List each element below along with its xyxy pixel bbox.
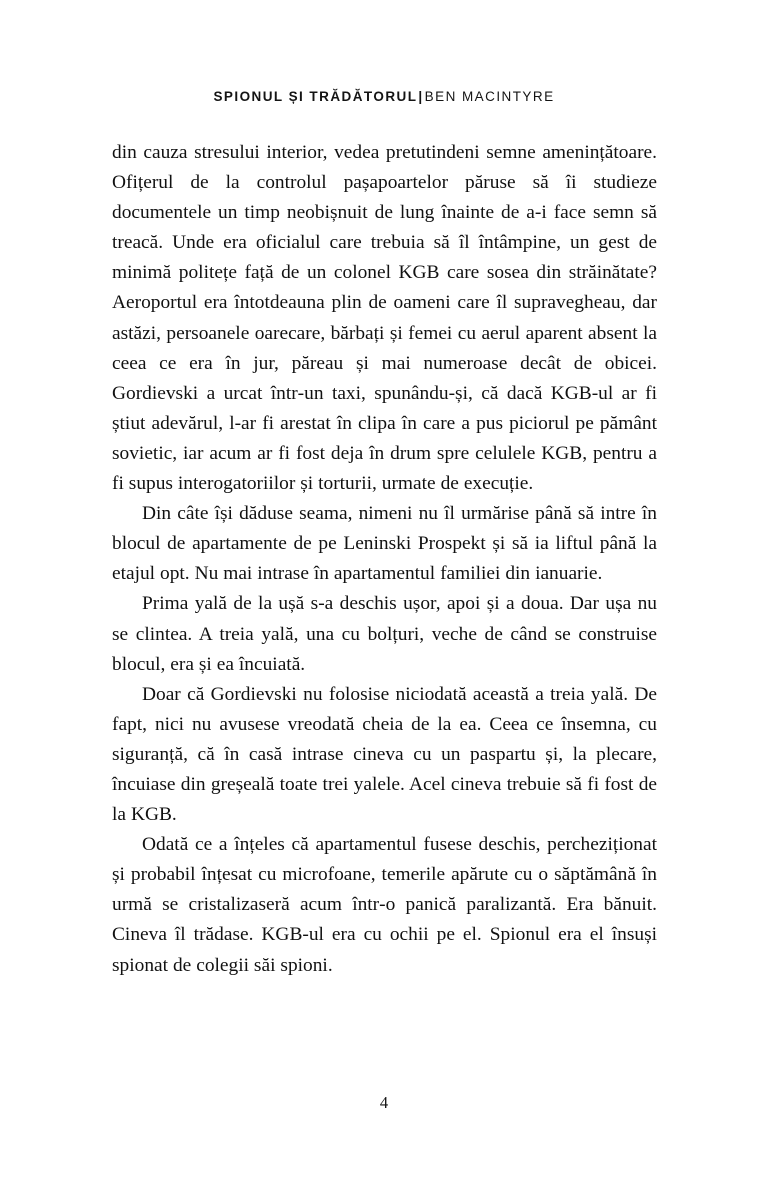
body-paragraph: din cauza stresului interior, vedea pretutindeni semne amenințătoare. Ofițerul de la controlul pașapoartelor păruse să îi studieze documentele un timp neobișnuit de lung înainte de a‑i face semn să treacă. Unde era oficialul care trebuia să îl întâmpine, un gest de minimă politețe față de un colonel KGB care sosea din străinătate? Aeroportul era întotdeauna plin de oameni care îl supravegheau, dar astăzi, persoanele oarecare, bărbați și femei cu aerul aparent absent la ceea ce era în jur, păreau și mai numeroase decât de obicei. Gordievski a urcat într‑un taxi, spunându‑și, că dacă KGB‑ul ar fi știut adevărul, l‑ar fi arestat în clipa în care a pus piciorul pe pământ sovietic, iar acum ar fi fost deja în drum spre celulele KGB, pentru a fi supus interogatoriilor și torturii, urmate de execuție. (112, 142, 657, 495)
page-number: 4 (379, 1093, 389, 1112)
body-paragraph: Din câte își dăduse seama, nimeni nu îl urmărise până să intre în blocul de apartamente de pe Leninski Prospekt și să ia liftul până la etajul opt. Nu mai intrase în apartamentul familiei din ianuarie. (112, 503, 657, 585)
running-header (112, 88, 656, 106)
running-header-title: SPIONUL ȘI TRĂDĂTORUL (213, 89, 418, 104)
body-text-block (112, 138, 657, 981)
running-header-author: BEN MACINTYRE (424, 89, 555, 104)
body-paragraph: Odată ce a înțeles că apartamentul fusese deschis, percheziționat și probabil înțesat cu microfoane, temerile apărute cu o săptămână în urmă se cristalizaseră acum într‑o panică paralizantă. Era bănuit. Cineva îl trădase. KGB‑ul era cu ochii pe el. Spionul era el însuși spionat de colegii săi spioni. (112, 834, 657, 976)
running-header-separator: | (418, 89, 424, 104)
body-paragraph: Doar că Gordievski nu folosise niciodată această a treia yală. De fapt, nici nu avusese vreodată cheia de la ea. Ceea ce însemna, cu siguranță, că în casă intrase cineva cu un paspartu și, la plecare, încuiase din greșeală toate trei yalele. Acel cineva trebuie să fi fost de la KGB. (112, 683, 657, 826)
body-paragraph: Prima yală de la ușă s‑a deschis ușor, apoi și a doua. Dar ușa nu se clintea. A treia yală, una cu bolțuri, veche de când se construise blocul, era și ea încuiată. (112, 593, 657, 675)
